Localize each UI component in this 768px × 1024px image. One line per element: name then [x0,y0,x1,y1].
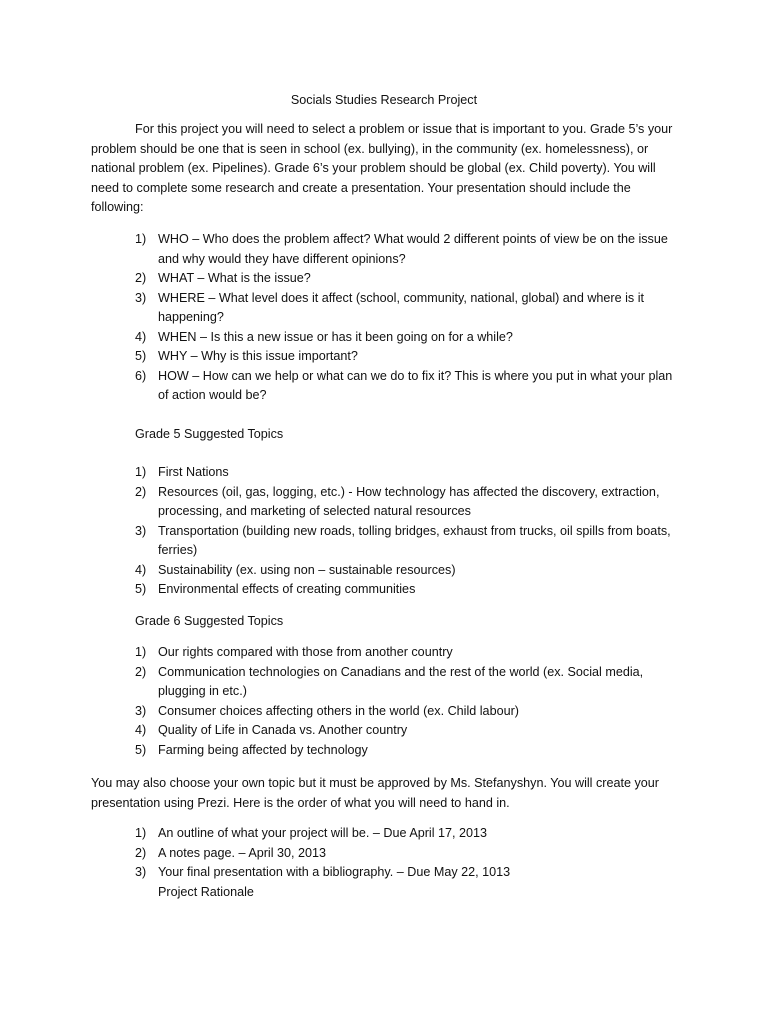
list-item [135,463,680,483]
list-text: WHAT – What is the issue? [158,271,311,285]
list-text: HOW – How can we help or what can we do to fix it? This is where you put in what your plan of action would be? [158,368,673,402]
list-text: A notes page. – April 30, 2013 [158,845,327,860]
grade6-topics-list [135,643,680,760]
list-item [135,483,680,522]
list-number: 3) [135,865,147,879]
project-rationale-note: Project Rationale [158,885,254,899]
list-number: 2) [135,271,147,285]
list-item [135,269,680,289]
list-text: Farming being affected by technology [158,742,368,757]
list-item [135,328,680,348]
list-text: Transportation (building new roads, tolling bridges, exhaust from trucks, oil spills from boats, ferries) [158,523,671,557]
list-item [135,522,680,561]
list-text: Consumer choices affecting others in the world (ex. Child labour) [158,703,519,718]
list-text: Communication technologies on Canadians and the rest of the world (ex. Social media, plugging in etc.) [158,664,644,698]
list-item [135,721,680,741]
list-number: 2) [135,845,147,860]
list-number: 1) [135,232,147,246]
list-number: 4) [135,329,147,344]
hand-in-list [135,824,680,883]
grade5-topics-list [135,463,680,600]
list-item [135,230,680,269]
list-item [135,289,680,328]
list-number: 3) [135,703,147,718]
intro-paragraph: For this project you will need to select a problem or issue that is important to you. Grade 5’s your problem should be one that is seen in school (ex. bullying), in the community (ex. homelessness), or national problem (ex. Pipelines). Grade 6’s your problem should be global (ex. Child poverty). You will need to complete some research and create a presentation. Your presentation should include the following: [91,122,673,214]
list-number: 1) [135,645,147,659]
list-item [135,741,680,761]
presentation-questions-list [135,230,680,406]
list-number: 1) [135,826,147,840]
list-text: Your final presentation with a bibliography. – Due May 22, 1013 [158,865,511,879]
document-title: Socials Studies Research Project [290,93,478,107]
list-item [135,580,680,600]
list-number: 2) [135,484,147,499]
list-number: 4) [135,562,147,577]
list-item [135,663,680,702]
grade5-heading: Grade 5 Suggested Topics [135,427,284,441]
list-number: 5) [135,582,147,596]
list-item [135,844,680,864]
list-text: WHEN – Is this a new issue or has it been going on for a while? [158,329,513,344]
closing-paragraph: You may also choose your own topic but it must be approved by Ms. Stefanyshyn. You will create your presentation using Prezi. Here is the order of what you will need to hand in. [91,776,659,810]
list-text: WHERE – What level does it affect (school, community, national, global) and where is it happening? [158,290,645,324]
list-number: 1) [135,465,147,479]
list-text: WHO – Who does the problem affect? What would 2 different points of view be on the issue and why would they have different opinions? [158,232,668,266]
list-text: First Nations [158,465,229,479]
list-item [135,347,680,367]
list-text: An outline of what your project will be. – Due April 17, 2013 [158,826,488,840]
list-text: Our rights compared with those from another country [158,645,453,659]
list-number: 3) [135,523,147,538]
list-item [135,643,680,663]
list-item [135,702,680,722]
list-number: 2) [135,664,147,679]
list-item [135,863,680,883]
list-number: 3) [135,290,147,305]
list-text: Resources (oil, gas, logging, etc.) - How technology has affected the discovery, extraction, processing, and marketing of selected natural resources [158,484,660,518]
list-number: 5) [135,349,147,363]
list-text: WHY – Why is this issue important? [158,349,358,363]
list-item [135,561,680,581]
list-text: Sustainability (ex. using non – sustainable resources) [158,562,456,577]
list-text: Environmental effects of creating communities [158,582,416,596]
list-text: Quality of Life in Canada vs. Another country [158,723,408,737]
list-item [135,824,680,844]
list-number: 5) [135,742,147,757]
grade6-heading: Grade 6 Suggested Topics [135,614,284,628]
list-item [135,367,680,406]
list-number: 6) [135,368,147,383]
list-number: 4) [135,723,147,737]
